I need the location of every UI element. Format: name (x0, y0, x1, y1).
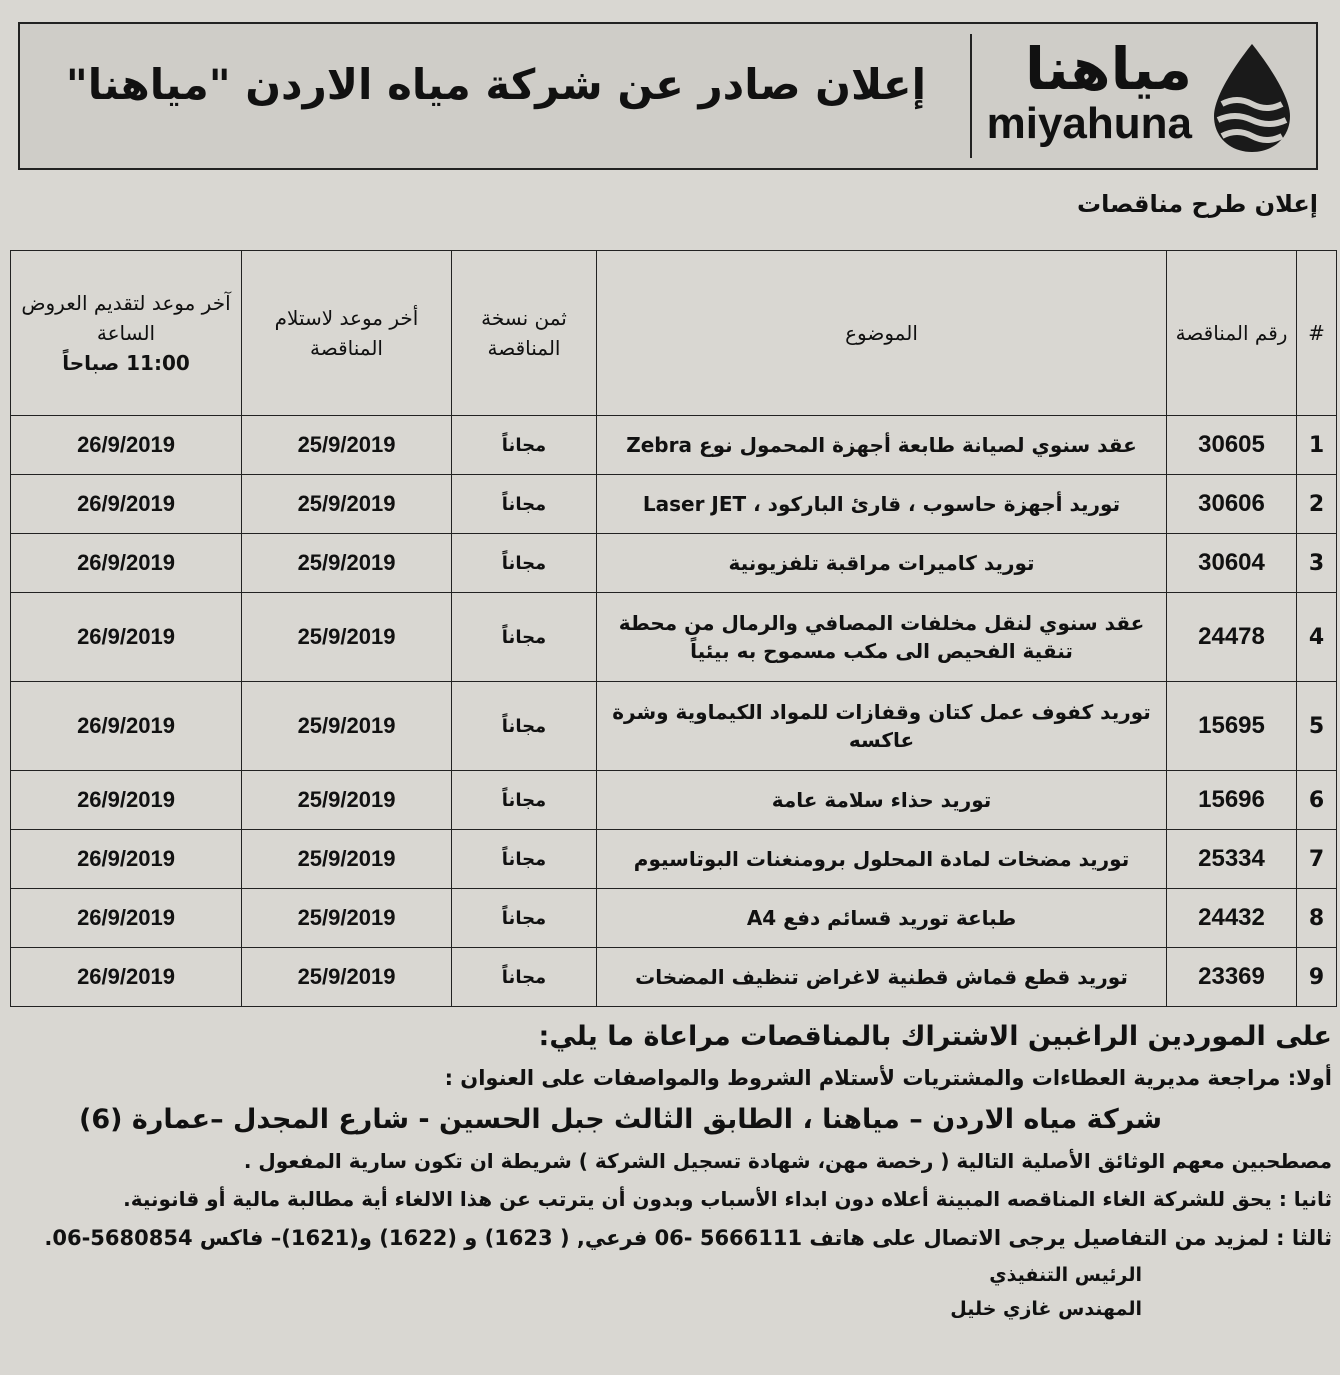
tender-price: مجاناً (452, 889, 597, 948)
tender-price: مجاناً (452, 416, 597, 475)
receive-deadline: 25/9/2019 (242, 948, 452, 1007)
submit-deadline: 26/9/2019 (11, 948, 242, 1007)
col-header-submit-deadline (11, 251, 242, 416)
tender-subject: توريد حذاء سلامة عامة (597, 771, 1167, 830)
header-banner (18, 22, 1318, 170)
submit-deadline: 26/9/2019 (11, 682, 242, 771)
notes-heading: على الموردين الراغبين الاشتراك بالمناقصات مراعاة ما يلي: (538, 1021, 1332, 1052)
tender-number: 30604 (1167, 534, 1297, 593)
receive-deadline: 25/9/2019 (242, 682, 452, 771)
note-documents: مصطحبين معهم الوثائق الأصلية التالية ( رخصة مهن، شهادة تسجيل الشركة ) شريطة ان تكون سارية المفعول . (243, 1149, 1332, 1173)
col-header-tender-no: رقم المناقصة (1167, 251, 1297, 416)
notes-section (12, 1016, 1332, 1326)
table-row (11, 534, 1337, 593)
company-address: شركة مياه الاردن – مياهنا ، الطابق الثالث جبل الحسين - شارع المجدل –عمارة (6) (79, 1104, 1162, 1135)
row-index: 4 (1297, 593, 1337, 682)
row-index: 1 (1297, 416, 1337, 475)
tender-number: 30606 (1167, 475, 1297, 534)
col-header-subject: الموضوع (597, 251, 1167, 416)
tender-price: مجاناً (452, 682, 597, 771)
signature-name: المهندس غازي خليل (950, 1298, 1142, 1320)
submit-deadline: 26/9/2019 (11, 416, 242, 475)
receive-deadline: 25/9/2019 (242, 889, 452, 948)
table-row (11, 830, 1337, 889)
announcement-title: إعلان صادر عن شركة مياه الاردن "مياهنا" (65, 60, 926, 109)
logo (962, 34, 1302, 160)
tenders-table (10, 250, 1337, 1007)
receive-deadline: 25/9/2019 (242, 534, 452, 593)
col-header-index: # (1297, 251, 1337, 416)
table-row (11, 771, 1337, 830)
table-row (11, 889, 1337, 948)
submit-deadline: 26/9/2019 (11, 534, 242, 593)
header-divider (970, 34, 972, 158)
logo-text-english: miyahuna (986, 99, 1192, 148)
submit-deadline: 26/9/2019 (11, 475, 242, 534)
table-row (11, 948, 1337, 1007)
table-row (11, 416, 1337, 475)
tender-subject: عقد سنوي لصيانة طابعة أجهزة المحمول نوع Zebra (597, 416, 1167, 475)
row-index: 6 (1297, 771, 1337, 830)
tender-subject: طباعة توريد قسائم دفع A4 (597, 889, 1167, 948)
row-index: 9 (1297, 948, 1337, 1007)
tender-price: مجاناً (452, 771, 597, 830)
tender-number: 25334 (1167, 830, 1297, 889)
submit-deadline: 26/9/2019 (11, 771, 242, 830)
tender-number: 15696 (1167, 771, 1297, 830)
tender-subject: توريد قطع قماش قطنية لاغراض تنظيف المضخات (597, 948, 1167, 1007)
note-first: أولا: مراجعة مديرية العطاءات والمشتريات لأستلام الشروط والمواصفات على العنوان : (444, 1066, 1332, 1090)
submit-time: 11:00 صباحاً (62, 351, 190, 375)
tender-number: 30605 (1167, 416, 1297, 475)
row-index: 3 (1297, 534, 1337, 593)
signature-position: الرئيس التنفيذي (989, 1264, 1142, 1286)
note-third: ثالثا : لمزيد من التفاصيل يرجى الاتصال على هاتف 5666111 -06 فرعي, ( 1623) و (1622) و(1621)– فاكس 5680854-06. (44, 1226, 1332, 1250)
water-drop-icon (1202, 40, 1302, 156)
tender-number: 15695 (1167, 682, 1297, 771)
tender-price: مجاناً (452, 830, 597, 889)
tender-subject: عقد سنوي لنقل مخلفات المصافي والرمال من محطة تنقية الفحيص الى مكب مسموح به بيئياً (597, 593, 1167, 682)
tender-price: مجاناً (452, 534, 597, 593)
tender-number: 23369 (1167, 948, 1297, 1007)
col-header-price: ثمن نسخة المناقصة (452, 251, 597, 416)
tender-subject: توريد مضخات لمادة المحلول برومنغنات البوتاسيوم (597, 830, 1167, 889)
table-header-row (11, 251, 1337, 416)
row-index: 8 (1297, 889, 1337, 948)
receive-deadline: 25/9/2019 (242, 416, 452, 475)
logo-text-arabic: مياهنا (1024, 35, 1192, 103)
tender-number: 24432 (1167, 889, 1297, 948)
tender-subject: توريد أجهزة حاسوب ، قارئ الباركود ، Laser JET (597, 475, 1167, 534)
col-header-receive-deadline: أخر موعد لاستلام المناقصة (242, 251, 452, 416)
receive-deadline: 25/9/2019 (242, 830, 452, 889)
row-index: 2 (1297, 475, 1337, 534)
table-row (11, 682, 1337, 771)
note-second: ثانيا : يحق للشركة الغاء المناقصه المبينة أعلاه دون ابداء الأسباب وبدون أن يترتب عن هذا الالغاء أية مطالبة مالية أو قانونية. (123, 1187, 1332, 1211)
receive-deadline: 25/9/2019 (242, 771, 452, 830)
submit-deadline: 26/9/2019 (11, 830, 242, 889)
submit-deadline: 26/9/2019 (11, 593, 242, 682)
tender-subject: توريد كفوف عمل كتان وقفازات للمواد الكيماوية وشرة عاكسه (597, 682, 1167, 771)
table-row (11, 475, 1337, 534)
row-index: 7 (1297, 830, 1337, 889)
receive-deadline: 25/9/2019 (242, 475, 452, 534)
tender-subject: توريد كاميرات مراقبة تلفزيونية (597, 534, 1167, 593)
receive-deadline: 25/9/2019 (242, 593, 452, 682)
tender-number: 24478 (1167, 593, 1297, 682)
section-subtitle: إعلان طرح مناقصات (1076, 190, 1318, 218)
tender-price: مجاناً (452, 593, 597, 682)
tender-price: مجاناً (452, 948, 597, 1007)
row-index: 5 (1297, 682, 1337, 771)
submit-deadline: 26/9/2019 (11, 889, 242, 948)
submit-deadline-label: آخر موعد لتقديم العروض الساعة (21, 291, 231, 345)
table-row (11, 593, 1337, 682)
tender-price: مجاناً (452, 475, 597, 534)
